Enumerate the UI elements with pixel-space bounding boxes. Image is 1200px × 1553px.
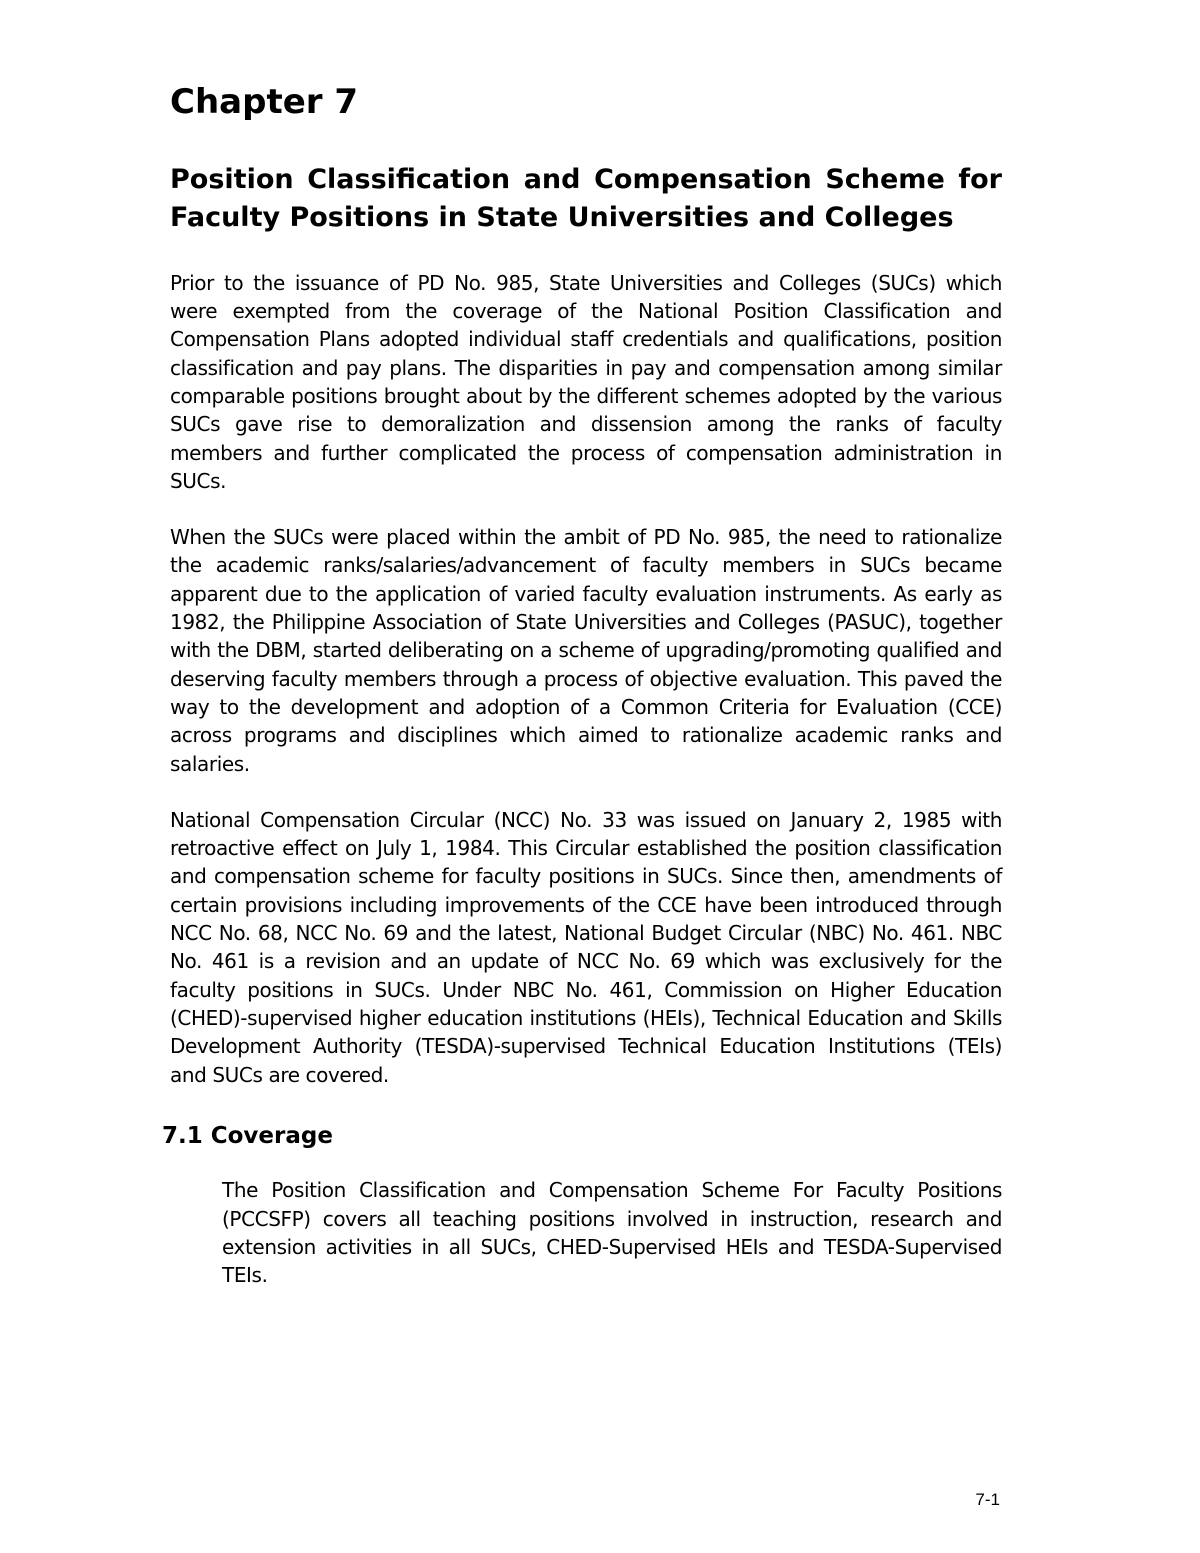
section-body-coverage: The Position Classification and Compensation Scheme For Faculty Positions (PCCSFP) covers all teaching positions involved in instruction, research and extension activities in all SUCs, CHED-Supervised HEIs and TESDA-Supervised TEIs. xyxy=(222,1178,1002,1288)
section-heading-coverage: 7.1 Coverage xyxy=(162,1122,333,1149)
page-number: 7-1 xyxy=(975,1490,1000,1509)
paragraph-prior-to-pd-985: Prior to the issuance of PD No. 985, State Universities and Colleges (SUCs) which were exempted from the coverage of the National Position Classification and Compensation Plans adopted individual staff credentials and qualifications, position classification and pay plans. The disparities in pay and compensation among similar comparable positions brought about by the different schemes adopted by the various SUCs gave rise to demoralization and dissension among the ranks of faculty members and further complicated the process of compensation administration in SUCs. xyxy=(170,270,1002,493)
document-page xyxy=(162,82,1002,1318)
paragraph-sucs-ambit: When the SUCs were placed within the ambit of PD No. 985, the need to rationalize the academic ranks/salaries/advancement of faculty members in SUCs became apparent due to the application of varied faculty evaluation instruments. As early as 1982, the Philippine Association of State Universities and Colleges (PASUC), together with the DBM, started deliberating on a scheme of upgrading/promoting qualified and deserving faculty members through a process of objective evaluation. This paved the way to the development and adoption of a Common Criteria for Evaluation (CCE) across programs and disciplines which aimed to rationalize academic ranks and salaries. xyxy=(170,525,1002,776)
paragraph-ncc-33: National Compensation Circular (NCC) No. 33 was issued on January 2, 1985 with retroactive effect on July 1, 1984. This Circular established the position classification and compensation scheme for faculty positions in SUCs. Since then, amendments of certain provisions including improvements of the CCE have been introduced through NCC No. 68, NCC No. 69 and the latest, National Budget Circular (NBC) No. 461. NBC No. 461 is a revision and an update of NCC No. 69 which was exclusively for the faculty positions in SUCs. Under NBC No. 461, Commission on Higher Education (CHED)-supervised higher education institutions (HEIs), Technical Education and Skills Development Authority (TESDA)-supervised Technical Education Institutions (TEIs) and SUCs are covered. xyxy=(170,807,1002,1087)
document-title: Position Classification and Compensation Scheme for Faculty Positions in State Universities and Colleges xyxy=(170,163,1002,233)
chapter-title: Chapter 7 xyxy=(170,82,359,122)
